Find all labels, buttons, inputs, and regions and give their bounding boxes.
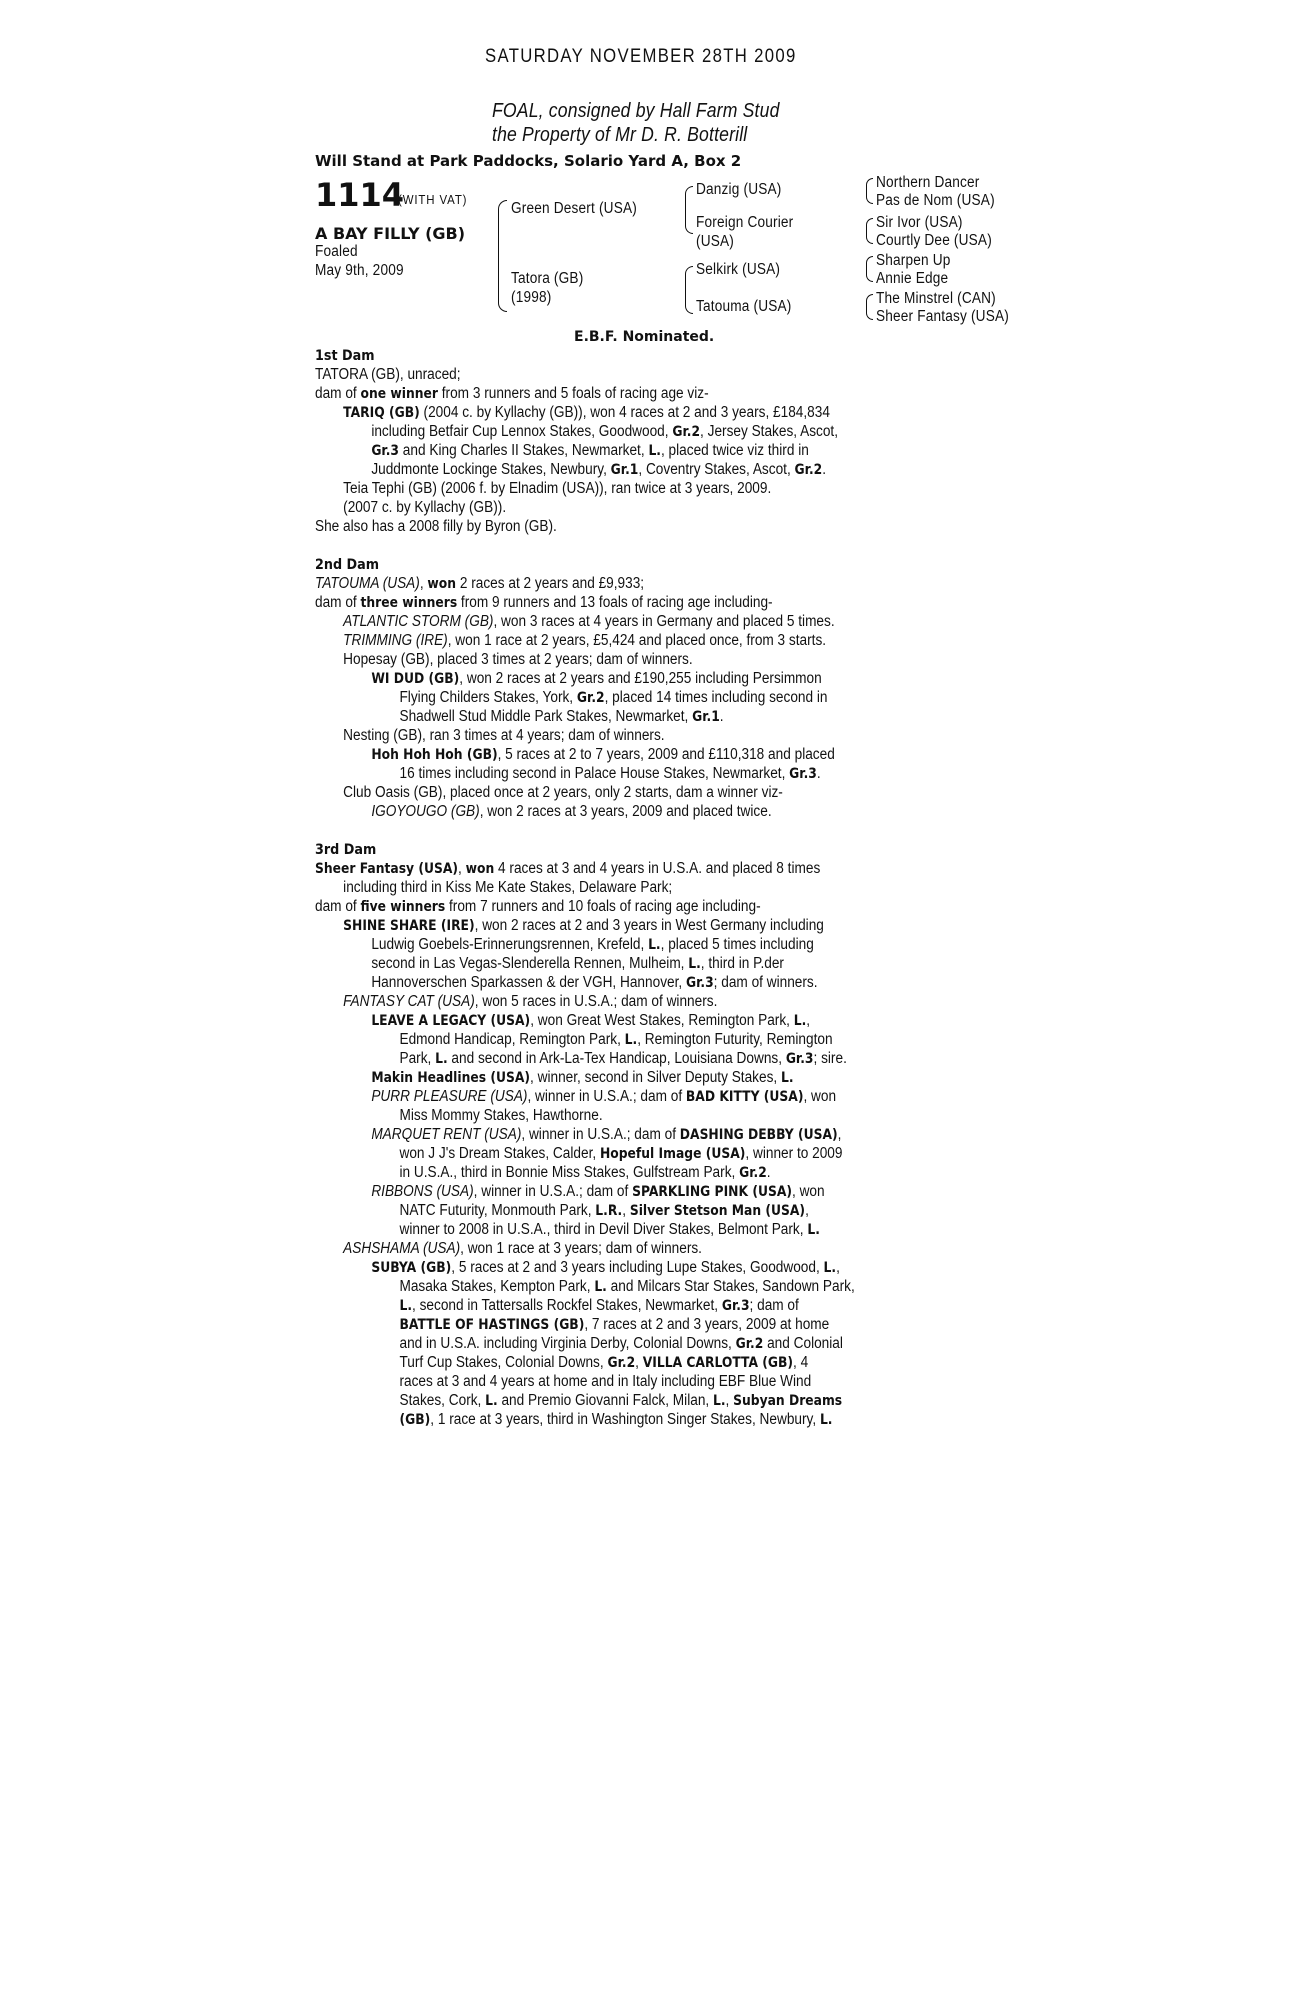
text-line: dam of five winners from 7 runners and 10 foals of racing age including- <box>315 898 761 915</box>
sire-bracket <box>685 186 693 234</box>
text-line: L., second in Tattersalls Rockfel Stakes, Newmarket, Gr.3; dam of <box>399 1297 799 1314</box>
foaled-label: Foaled <box>315 243 358 260</box>
owner-line: the Property of Mr D. R. Botterill <box>492 124 748 146</box>
text-line: TATORA (GB), unraced; <box>315 366 461 383</box>
text-line: WI DUD (GB), won 2 races at 2 years and £190,255 including Persimmon <box>371 670 822 687</box>
text-line: Gr.3 and King Charles II Stakes, Newmarket, L., placed twice viz third in <box>371 442 809 459</box>
dam-year: (1998) <box>511 289 552 306</box>
text-line: Hopesay (GB), placed 3 times at 2 years; dam of winners. <box>343 651 693 668</box>
text-line: PURR PLEASURE (USA), winner in U.S.A.; dam of BAD KITTY (USA), won <box>371 1088 837 1105</box>
text-line: IGOYOUGO (GB), won 2 races at 3 years, 2009 and placed twice. <box>371 803 772 820</box>
text-line: including third in Kiss Me Kate Stakes, Delaware Park; <box>343 879 673 896</box>
dam: Tatora (GB) <box>511 270 584 287</box>
text-line: Flying Childers Stakes, York, Gr.2, placed 14 times including second in <box>399 689 828 706</box>
dam-sire-sire: Sharpen Up <box>876 252 951 269</box>
text-line: SUBYA (GB), 5 races at 2 and 3 years including Lupe Stakes, Goodwood, L., <box>371 1259 840 1276</box>
text-line: LEAVE A LEGACY (USA), won Great West Stakes, Remington Park, L., <box>371 1012 811 1029</box>
text-line: 16 times including second in Palace House Stakes, Newmarket, Gr.3. <box>399 765 821 782</box>
text-line: Juddmonte Lockinge Stakes, Newbury, Gr.1, Coventry Stakes, Ascot, Gr.2. <box>371 461 827 478</box>
vat-note: (WITH VAT) <box>398 192 468 207</box>
lot-title: A BAY FILLY (GB) <box>315 224 466 243</box>
foaled-date: May 9th, 2009 <box>315 262 404 279</box>
text-line: BATTLE OF HASTINGS (GB), 7 races at 2 and 3 years, 2009 at home <box>399 1316 830 1333</box>
gen3-bracket-2 <box>866 218 873 244</box>
text-line: (GB), 1 race at 3 years, third in Washington Singer Stakes, Newbury, L. <box>399 1411 833 1428</box>
gen3-bracket-3 <box>866 256 873 282</box>
ebf-nominated: E.B.F. Nominated. <box>574 329 715 345</box>
text-line: Hoh Hoh Hoh (GB), 5 races at 2 to 7 years, 2009 and £110,318 and placed <box>371 746 835 763</box>
text-line: Makin Headlines (USA), winner, second in Silver Deputy Stakes, L. <box>371 1069 794 1086</box>
text-line: in U.S.A., third in Bonnie Miss Stakes, Gulfstream Park, Gr.2. <box>399 1164 771 1181</box>
gen3-bracket-1 <box>866 178 873 204</box>
text-line: ASHSHAMA (USA), won 1 race at 3 years; dam of winners. <box>343 1240 702 1257</box>
dam-dam: Tatouma (USA) <box>696 298 792 315</box>
sire-sire-dam: Pas de Nom (USA) <box>876 192 995 209</box>
text-line: Sheer Fantasy (USA), won 4 races at 3 and 4 years in U.S.A. and placed 8 times <box>315 860 821 877</box>
second-dam-heading: 2nd Dam <box>315 557 380 573</box>
first-dam-heading: 1st Dam <box>315 348 375 364</box>
dam-sire: Selkirk (USA) <box>696 261 781 278</box>
dam-dam-dam: Sheer Fantasy (USA) <box>876 308 1009 325</box>
sale-date: SATURDAY NOVEMBER 28TH 2009 <box>485 46 797 67</box>
gen3-bracket-4 <box>866 294 873 320</box>
text-line: FANTASY CAT (USA), won 5 races in U.S.A.; dam of winners. <box>343 993 718 1010</box>
text-line: winner to 2008 in U.S.A., third in Devil Diver Stakes, Belmont Park, L. <box>399 1221 820 1238</box>
text-line: NATC Futurity, Monmouth Park, L.R., Silver Stetson Man (USA), <box>399 1202 809 1219</box>
text-line: Club Oasis (GB), placed once at 2 years, only 2 starts, dam a winner viz- <box>343 784 783 801</box>
text-line: Nesting (GB), ran 3 times at 4 years; dam of winners. <box>343 727 665 744</box>
text-line: won J J's Dream Stakes, Calder, Hopeful Image (USA), winner to 2009 <box>399 1145 843 1162</box>
text-line: TRIMMING (IRE), won 1 race at 2 years, £5,424 and placed once, from 3 starts. <box>343 632 827 649</box>
pedigree-bracket <box>498 200 507 312</box>
text-line: Teia Tephi (GB) (2006 f. by Elnadim (USA)), ran twice at 3 years, 2009. <box>343 480 772 497</box>
text-line: Miss Mommy Stakes, Hawthorne. <box>399 1107 603 1124</box>
third-dam-heading: 3rd Dam <box>315 842 377 858</box>
text-line: including Betfair Cup Lennox Stakes, Goodwood, Gr.2, Jersey Stakes, Ascot, <box>371 423 839 440</box>
text-line: dam of one winner from 3 runners and 5 foals of racing age viz- <box>315 385 709 402</box>
sire-dam-sire: Sir Ivor (USA) <box>876 214 963 231</box>
text-line: Turf Cup Stakes, Colonial Downs, Gr.2, VILLA CARLOTTA (GB), 4 <box>399 1354 809 1371</box>
sire-dam: Foreign Courier <box>696 214 794 231</box>
text-line: TARIQ (GB) (2004 c. by Kyllachy (GB)), won 4 races at 2 and 3 years, £184,834 <box>343 404 830 421</box>
text-line: ATLANTIC STORM (GB), won 3 races at 4 years in Germany and placed 5 times. <box>343 613 835 630</box>
sire: Green Desert (USA) <box>511 200 637 217</box>
text-line: (2007 c. by Kyllachy (GB)). <box>343 499 507 516</box>
text-line: Shadwell Stud Middle Park Stakes, Newmarket, Gr.1. <box>399 708 724 725</box>
sire-sire-sire: Northern Dancer <box>876 174 980 191</box>
text-line: dam of three winners from 9 runners and 13 foals of racing age including- <box>315 594 773 611</box>
sire-dam-dam: Courtly Dee (USA) <box>876 232 992 249</box>
sire-dam-country: (USA) <box>696 233 735 250</box>
text-line: Edmond Handicap, Remington Park, L., Remington Futurity, Remington <box>399 1031 833 1048</box>
text-line: Masaka Stakes, Kempton Park, L. and Milcars Star Stakes, Sandown Park, <box>399 1278 855 1295</box>
sire-sire: Danzig (USA) <box>696 181 782 198</box>
text-line: SHINE SHARE (IRE), won 2 races at 2 and 3 years in West Germany including <box>343 917 824 934</box>
text-line: races at 3 and 4 years at home and in Italy including EBF Blue Wind <box>399 1373 812 1390</box>
text-line: She also has a 2008 filly by Byron (GB). <box>315 518 557 535</box>
lot-number: 1114 <box>315 176 405 214</box>
text-line: second in Las Vegas-Slenderella Rennen, Mulheim, L., third in P.der <box>371 955 784 972</box>
text-line: Park, L. and second in Ark-La-Tex Handicap, Louisiana Downs, Gr.3; sire. <box>399 1050 847 1067</box>
text-line: TATOUMA (USA), won 2 races at 2 years and £9,933; <box>315 575 645 592</box>
catalogue-body <box>315 346 1235 1429</box>
text-line: MARQUET RENT (USA), winner in U.S.A.; dam of DASHING DEBBY (USA), <box>371 1126 842 1143</box>
dam-dam-sire: The Minstrel (CAN) <box>876 290 996 307</box>
stand-location: Will Stand at Park Paddocks, Solario Yard A, Box 2 <box>315 152 742 170</box>
text-line: Stakes, Cork, L. and Premio Giovanni Falck, Milan, L., Subyan Dreams <box>399 1392 843 1409</box>
text-line: Ludwig Goebels-Erinnerungsrennen, Krefeld, L., placed 5 times including <box>371 936 814 953</box>
text-line: and in U.S.A. including Virginia Derby, Colonial Downs, Gr.2 and Colonial <box>399 1335 843 1352</box>
dam-sire-dam: Annie Edge <box>876 270 949 287</box>
text-line: RIBBONS (USA), winner in U.S.A.; dam of SPARKLING PINK (USA), won <box>371 1183 825 1200</box>
dam-bracket <box>685 266 693 314</box>
consignor-line: FOAL, consigned by Hall Farm Stud <box>492 100 780 122</box>
text-line: Hannoverschen Sparkassen & der VGH, Hannover, Gr.3; dam of winners. <box>371 974 818 991</box>
